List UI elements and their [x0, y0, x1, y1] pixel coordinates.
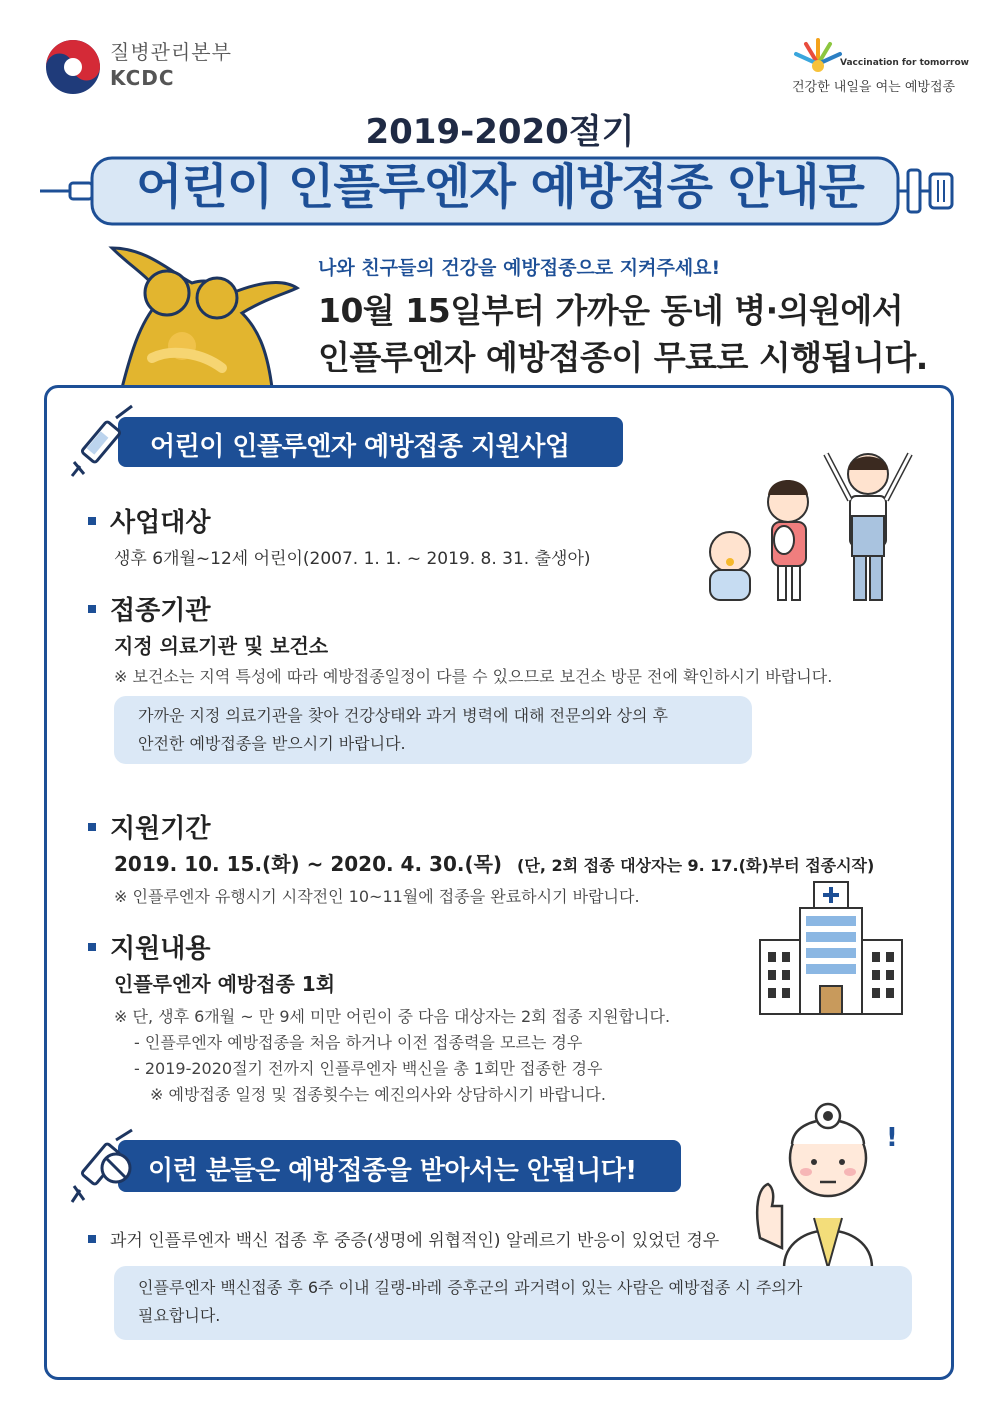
svg-text:!: !	[886, 1123, 898, 1153]
hospital-building-illustration	[756, 878, 906, 1018]
content-note-4: ※ 예방접종 일정 및 접종횟수는 예진의사와 상담하시기 바랍니다.	[150, 1085, 606, 1104]
target-detail: 생후 6개월~12세 어린이(2007. 1. 1. ~ 2019. 8. 31. 출생아)	[114, 549, 591, 569]
campaign-slogan-english: Vaccination for tomorrow	[840, 58, 969, 68]
bullet-icon	[88, 1235, 96, 1243]
target-heading-row	[88, 502, 210, 539]
doctor-stop-illustration	[748, 1088, 918, 1268]
content-detail: 인플루엔자 예방접종 1회	[114, 972, 336, 996]
target-heading: 사업대상	[110, 508, 211, 538]
section1-title: 어린이 인플루엔자 예방접종 지원사업	[150, 432, 570, 462]
bullet-icon	[88, 517, 96, 525]
content-heading: 지원내용	[110, 934, 211, 964]
vaccination-sun-logo	[788, 34, 848, 74]
institution-info-box	[114, 696, 752, 764]
institution-box-line-1: 가까운 지정 의료기관을 찾아 건강상태와 과거 병력에 대해 전문의와 상의 후	[138, 706, 668, 725]
content-note-2: - 인플루엔자 예방접종을 처음 하거나 이전 접종력을 모르는 경우	[134, 1033, 583, 1052]
section2-header	[118, 1140, 681, 1192]
period-detail	[114, 848, 874, 877]
period-heading-row	[88, 808, 210, 845]
period-heading: 지원기간	[110, 814, 211, 844]
institution-heading: 접종기관	[110, 596, 211, 626]
section1-header	[118, 417, 623, 467]
season-title: 2019-2020절기	[365, 112, 635, 152]
contraindication-item: 과거 인플루엔자 백신 접종 후 중증(생명에 위협적인) 알레르기 반응이 있었던 경우	[110, 1231, 720, 1251]
kids-figure-illustration	[92, 238, 302, 388]
institution-heading-row	[88, 590, 210, 627]
institution-detail: 지정 의료기관 및 보건소	[114, 634, 329, 658]
content-note-3: - 2019-2020절기 전까지 인플루엔자 백신을 총 1회만 접종한 경우	[134, 1059, 603, 1078]
content-note-1: ※ 단, 생후 6개월 ~ 만 9세 미만 어린이 중 다음 대상자는 2회 접종 지원합니다.	[114, 1007, 671, 1026]
section2-title: 이런 분들은 예방접종을 받아서는 안됩니다!	[148, 1156, 637, 1186]
intro-line-2: 인플루엔자 예방접종이 무료로 시행됩니다.	[318, 338, 928, 377]
content-heading-row	[88, 928, 210, 965]
period-note: ※ 인플루엔자 유행시기 시작전인 10~11월에 접종을 완료하시기 바랍니다.	[114, 887, 640, 906]
main-title: 어린이 인플루엔자 예방접종 안내문	[136, 159, 864, 215]
bullet-icon	[88, 823, 96, 831]
kcdc-logo	[44, 38, 102, 96]
caution-info-box	[114, 1266, 912, 1340]
no-syringe-icon	[70, 1128, 142, 1210]
caution-box-line-2: 필요합니다.	[138, 1306, 221, 1325]
period-dates: 2019. 10. 15.(화) ~ 2020. 4. 30.(목)	[114, 852, 503, 876]
intro-tagline: 나와 친구들의 건강을 예방접종으로 지켜주세요!	[318, 257, 721, 279]
period-extra: (단, 2회 접종 대상자는 9. 17.(화)부터 접종시작)	[517, 856, 875, 875]
org-name-english: KCDC	[110, 66, 175, 90]
caution-box-line-1: 인플루엔자 백신접종 후 6주 이내 길랭-바레 증후군의 과거력이 있는 사람은 예방접종 시 주의가	[138, 1278, 803, 1297]
institution-box-line-2: 안전한 예방접종을 받으시기 바랍니다.	[138, 734, 406, 753]
org-name-korean: 질병관리본부	[110, 40, 232, 64]
campaign-slogan-korean: 건강한 내일을 여는 예방접종	[792, 80, 956, 95]
syringe-icon	[70, 404, 140, 484]
institution-note: ※ 보건소는 지역 특성에 따라 예방접종일정이 다를 수 있으므로 보건소 방문 전에 확인하시기 바랍니다.	[114, 667, 833, 686]
children-illustration	[688, 440, 938, 610]
contraindication-row	[88, 1226, 719, 1251]
bullet-icon	[88, 605, 96, 613]
intro-line-1: 10월 15일부터 가까운 동네 병·의원에서	[318, 291, 904, 330]
bullet-icon	[88, 943, 96, 951]
